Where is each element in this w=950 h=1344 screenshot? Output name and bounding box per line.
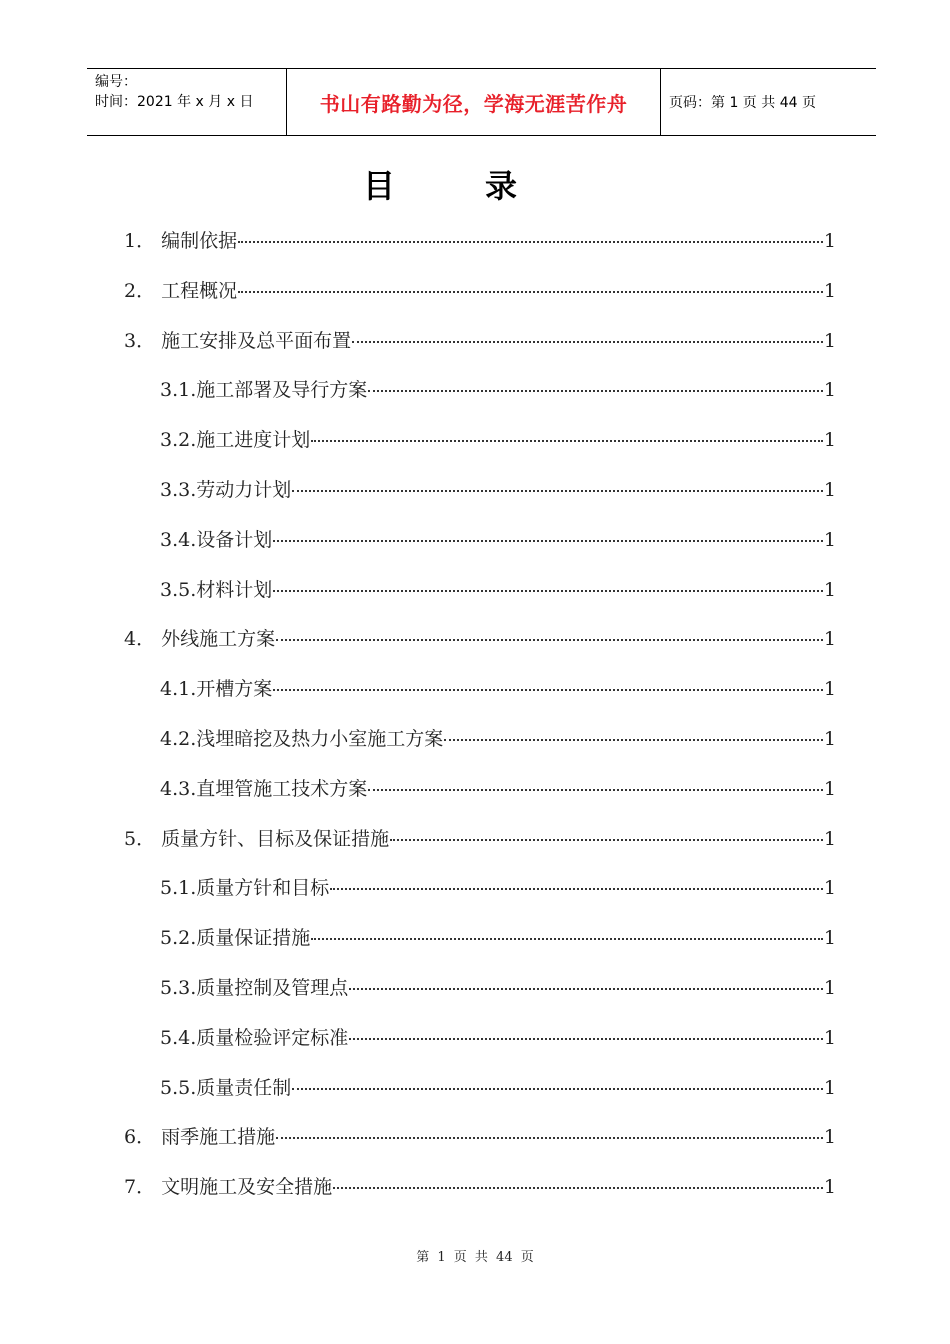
toc-entry-page: 1 — [823, 728, 836, 750]
toc-entry-number: 5.2. — [160, 927, 197, 949]
toc-title: 目录 — [362, 167, 607, 205]
header-motto-cell — [287, 69, 661, 135]
toc-dot-leader — [273, 689, 823, 691]
toc-entry-number: 3.4. — [160, 529, 197, 551]
toc-entry-number: 5.4. — [160, 1027, 197, 1049]
toc-entry[interactable] — [124, 624, 836, 654]
toc-entry-title: 文明施工及安全措施 — [161, 1176, 333, 1198]
toc-entry-number: 3.1. — [160, 379, 197, 401]
toc-entry-label — [160, 674, 272, 701]
toc-entry-title: 质量控制及管理点 — [196, 977, 349, 999]
toc-entry-title: 施工安排及总平面布置 — [161, 330, 352, 352]
toc-entry-title: 质量检验评定标准 — [196, 1027, 349, 1049]
toc-entry[interactable] — [124, 226, 836, 256]
toc-dot-leader — [368, 390, 823, 392]
toc-entry[interactable] — [160, 873, 836, 903]
toc-entry-label — [160, 973, 348, 1000]
toc-entry-title: 质量方针和目标 — [196, 877, 330, 899]
toc-entry-label — [124, 326, 351, 353]
toc-entry-title: 施工进度计划 — [196, 429, 311, 451]
toc-entry-label — [160, 923, 310, 950]
toc-dot-leader — [352, 341, 823, 343]
page-header — [87, 68, 876, 136]
toc-entry-page: 1 — [823, 1126, 836, 1148]
toc-dot-leader — [311, 938, 823, 940]
toc-entry-title: 雨季施工措施 — [161, 1126, 276, 1148]
toc-dot-leader — [273, 540, 823, 542]
toc-dot-leader — [292, 1088, 823, 1090]
toc-entry-title: 施工部署及导行方案 — [196, 379, 368, 401]
toc-entry-number: 5.5. — [160, 1077, 197, 1099]
toc-dot-leader — [238, 291, 823, 293]
toc-dot-leader — [444, 739, 823, 741]
toc-entry[interactable] — [160, 674, 836, 704]
toc-entry-page: 1 — [823, 927, 836, 949]
header-info-cell — [87, 69, 287, 135]
toc-entry[interactable] — [124, 1122, 836, 1152]
toc-entry-title: 开槽方案 — [196, 678, 273, 700]
toc-entry-label — [124, 276, 237, 303]
toc-entry-number: 3.5. — [160, 579, 197, 601]
toc-entry-page: 1 — [823, 977, 836, 999]
toc-entry[interactable] — [160, 973, 836, 1003]
toc-entry-label — [160, 1023, 348, 1050]
toc-dot-leader — [311, 440, 823, 442]
toc-entry-page: 1 — [823, 1176, 836, 1198]
toc-entry-number: 7． — [124, 1176, 156, 1198]
toc-dot-leader — [390, 839, 823, 841]
serial-number-label: 编号： — [95, 74, 137, 90]
toc-entry-number: 5.1. — [160, 877, 197, 899]
toc-entry-label — [160, 774, 367, 801]
toc-entry-number: 4.1. — [160, 678, 197, 700]
toc-entry-label — [160, 1073, 291, 1100]
toc-entry-label — [124, 824, 389, 851]
toc-entry-number: 5.3. — [160, 977, 197, 999]
toc-entry[interactable] — [160, 1023, 836, 1053]
toc-entry-number: 2． — [124, 280, 156, 302]
toc-entry-page: 1 — [823, 579, 836, 601]
toc-entry-label — [160, 375, 367, 402]
toc-entry[interactable] — [124, 824, 836, 854]
toc-dot-leader — [349, 1038, 823, 1040]
toc-entry[interactable] — [160, 1073, 836, 1103]
toc-entry-title: 编制依据 — [161, 230, 238, 252]
toc-entry-page: 1 — [823, 330, 836, 352]
toc-entry-page: 1 — [823, 379, 836, 401]
toc-dot-leader — [276, 639, 823, 641]
toc-entry-number: 4． — [124, 628, 156, 650]
toc-entry[interactable] — [160, 923, 836, 953]
toc-entry-label — [124, 226, 237, 253]
toc-entry[interactable] — [124, 326, 836, 356]
toc-entry[interactable] — [160, 375, 836, 405]
toc-entry-title: 材料计划 — [196, 579, 273, 601]
toc-dot-leader — [292, 490, 823, 492]
toc-entry-number: 3.3. — [160, 479, 197, 501]
page-footer: 第 1 页 共 44 页 — [416, 1250, 534, 1265]
toc-entry-page: 1 — [823, 230, 836, 252]
toc-entry-page: 1 — [823, 1077, 836, 1099]
toc-entry[interactable] — [160, 575, 836, 605]
toc-entry-page: 1 — [823, 828, 836, 850]
toc-dot-leader — [349, 988, 823, 990]
toc-dot-leader — [368, 789, 823, 791]
toc-dot-leader — [276, 1137, 823, 1139]
toc-entry-number: 4.2. — [160, 728, 197, 750]
toc-entry-number: 6． — [124, 1126, 156, 1148]
toc-dot-leader — [238, 241, 823, 243]
toc-entry-page: 1 — [823, 628, 836, 650]
toc-entry[interactable] — [124, 276, 836, 306]
toc-dot-leader — [273, 590, 823, 592]
toc-entry-title: 直埋管施工技术方案 — [196, 778, 368, 800]
toc-entry-number: 3.2. — [160, 429, 197, 451]
toc-entry-number: 4.3. — [160, 778, 197, 800]
toc-entry-title: 浅埋暗挖及热力小室施工方案 — [196, 728, 444, 750]
toc-entry-page: 1 — [823, 778, 836, 800]
toc-entry[interactable] — [160, 774, 836, 804]
toc-entry-page: 1 — [823, 479, 836, 501]
toc-entry-label — [160, 724, 443, 751]
toc-entry-title: 工程概况 — [161, 280, 238, 302]
toc-entry[interactable] — [160, 525, 836, 555]
toc-entry-title: 质量责任制 — [196, 1077, 292, 1099]
toc-entry-title: 质量方针、目标及保证措施 — [161, 828, 390, 850]
toc-entry-title: 质量保证措施 — [196, 927, 311, 949]
toc-entry[interactable] — [160, 724, 836, 754]
page-number-label: 页码：第 1 页 共 44 页 — [669, 95, 816, 111]
toc-entry-page: 1 — [823, 1027, 836, 1049]
toc-entry-page: 1 — [823, 678, 836, 700]
date-label: 时间：2021 年 x 月 x 日 — [95, 94, 254, 110]
toc-dot-leader — [333, 1187, 823, 1189]
toc-entry-label — [160, 873, 329, 900]
toc-entry-page: 1 — [823, 280, 836, 302]
toc-entry-label — [124, 1122, 275, 1149]
toc-entry-label — [124, 624, 275, 651]
toc-entry-title: 外线施工方案 — [161, 628, 276, 650]
toc-entry-label — [160, 475, 291, 502]
toc-entry-page: 1 — [823, 429, 836, 451]
toc-entry[interactable] — [160, 425, 836, 455]
toc-entry-label — [124, 1172, 332, 1199]
toc-entry[interactable] — [124, 1172, 836, 1202]
toc-entry-label — [160, 525, 272, 552]
header-page-cell — [661, 69, 876, 135]
toc-entry-title: 设备计划 — [196, 529, 273, 551]
toc-entry[interactable] — [160, 475, 836, 505]
toc-entry-page: 1 — [823, 877, 836, 899]
toc-entry-number: 3． — [124, 330, 156, 352]
toc-entry-label — [160, 575, 272, 602]
toc-entry-number: 5． — [124, 828, 156, 850]
toc-entry-page: 1 — [823, 529, 836, 551]
toc-entry-label — [160, 425, 310, 452]
toc-dot-leader — [330, 888, 823, 890]
motto-text: 书山有路勤为径，学海无涯苦作舟 — [319, 91, 628, 116]
toc-entry-number: 1． — [124, 230, 156, 252]
toc-entry-title: 劳动力计划 — [196, 479, 292, 501]
